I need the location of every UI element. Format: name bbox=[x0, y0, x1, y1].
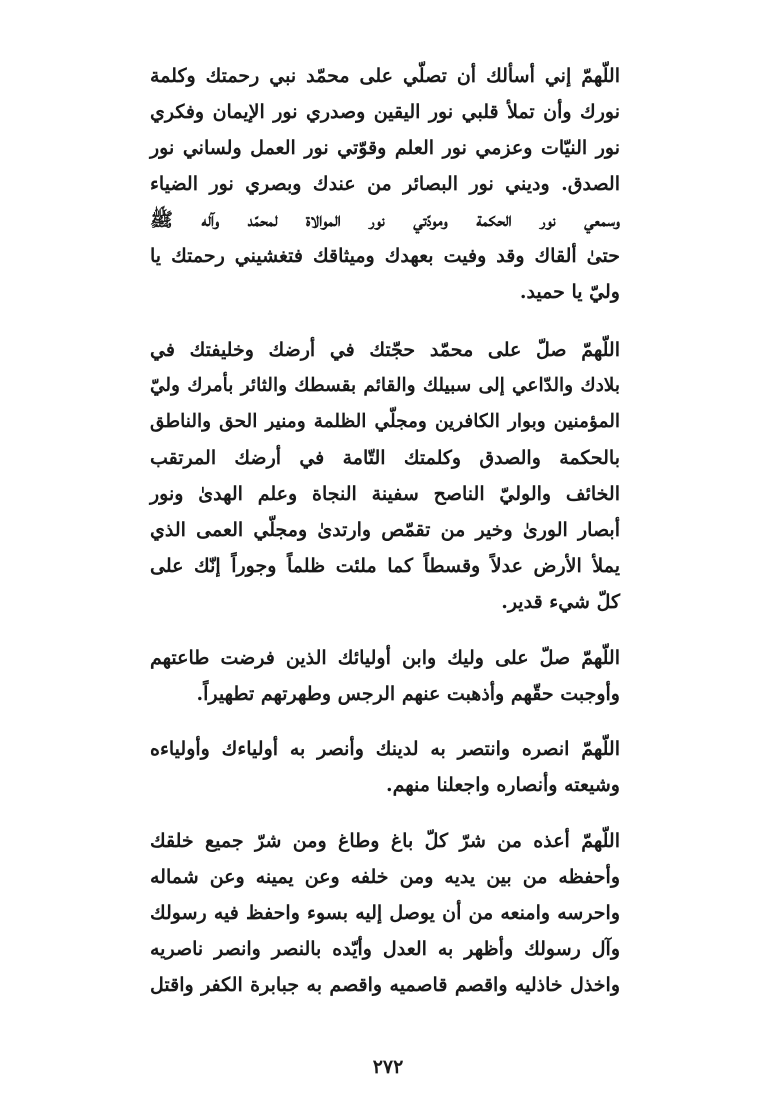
text-line: واحرسه وامنعه من أن يوصل إليه بسوء واحفظ فيه رسولك bbox=[150, 902, 620, 924]
text-line: وأحفظه من بين يديه ومن خلفه وعن يمينه وعن شماله bbox=[150, 866, 621, 888]
page-number: ٢٧٢ bbox=[372, 1056, 404, 1078]
text-line: واخذل خاذليه واقصم قاصميه واقصم به جبابرة الكفر واقتل bbox=[150, 974, 620, 996]
paragraph-5 bbox=[150, 823, 620, 1003]
paragraph-1 bbox=[150, 58, 620, 310]
text-line: وشيعته وأنصاره واجعلنا منهم. bbox=[385, 774, 620, 796]
text-line: المؤمنين وبوار الكافرين ومجلّي الظلمة ومنير الحق والناطق bbox=[150, 411, 620, 432]
paragraph-2 bbox=[150, 332, 620, 620]
paragraph-4 bbox=[150, 731, 620, 803]
text-line: كلّ شيء قدير. bbox=[501, 591, 620, 613]
text-line: الخائف والوليّ الناصح سفينة النجاة وعلم الهدىٰ ونور bbox=[150, 483, 620, 505]
text-line: اللّهمّ انصره وانتصر به لدينك وأنصر به أولياءك وأولياءه bbox=[150, 738, 620, 760]
text-line: وأوجبت حقّهم وأذهبت عنهم الرجس وطهرتهم تطهيراً. bbox=[196, 683, 620, 705]
text-line: وليّ يا حميد. bbox=[519, 281, 620, 303]
paragraph-3 bbox=[150, 640, 620, 712]
text-line: اللّهمّ أعذه من شرّ كلّ باغ وطاغ ومن شرّ جميع خلقك bbox=[150, 830, 620, 852]
text-line: اللّهمّ صلّ على محمّد حجّتك في أرضك وخليفتك في bbox=[150, 339, 620, 361]
text-line: وآل رسولك وأظهر به العدل وأيّده بالنصر وانصر ناصريه bbox=[150, 938, 620, 960]
text-line: اللّهمّ إني أسألك أن تصلّي على محمّد نبي رحمتك وكلمة bbox=[150, 65, 620, 87]
text-line: الصدق. وديني نور البصائر من عندك وبصري نور الضياء bbox=[150, 173, 620, 195]
text-line: بلادك والدّاعي إلى سبيلك والقائم بقسطك والثائر بأمرك وليّ bbox=[150, 375, 620, 396]
text-line: نورك وأن تملأ قلبي نور اليقين وصدري نور الإيمان وفكري bbox=[150, 101, 620, 123]
text-line: بالحكمة والصدق وكلمتك التّامة في أرضك المرتقب bbox=[150, 447, 620, 469]
text-line: حتىٰ ألقاك وقد وفيت بعهدك وميثاقك فتغشيني رحمتك يا bbox=[150, 245, 620, 267]
text-line: يملأ الأرض عدلاً وقسطاً كما ملئت ظلماً وجوراً إنّك على bbox=[150, 555, 620, 577]
text-line: اللّهمّ صلّ على وليك وابن أوليائك الذين فرضت طاعتهم bbox=[150, 647, 620, 669]
text-line: نور النيّات وعزمي نور العلم وقوّتي نور العمل ولساني نور bbox=[150, 137, 620, 159]
text-line: أبصار الورىٰ وخير من تقمّص وارتدىٰ ومجلّي العمى الذي bbox=[150, 519, 620, 541]
text-line: وسمعي نور الحكمة ومودّتي نور الموالاة لمحمّد وآله ﷺ bbox=[150, 209, 620, 231]
